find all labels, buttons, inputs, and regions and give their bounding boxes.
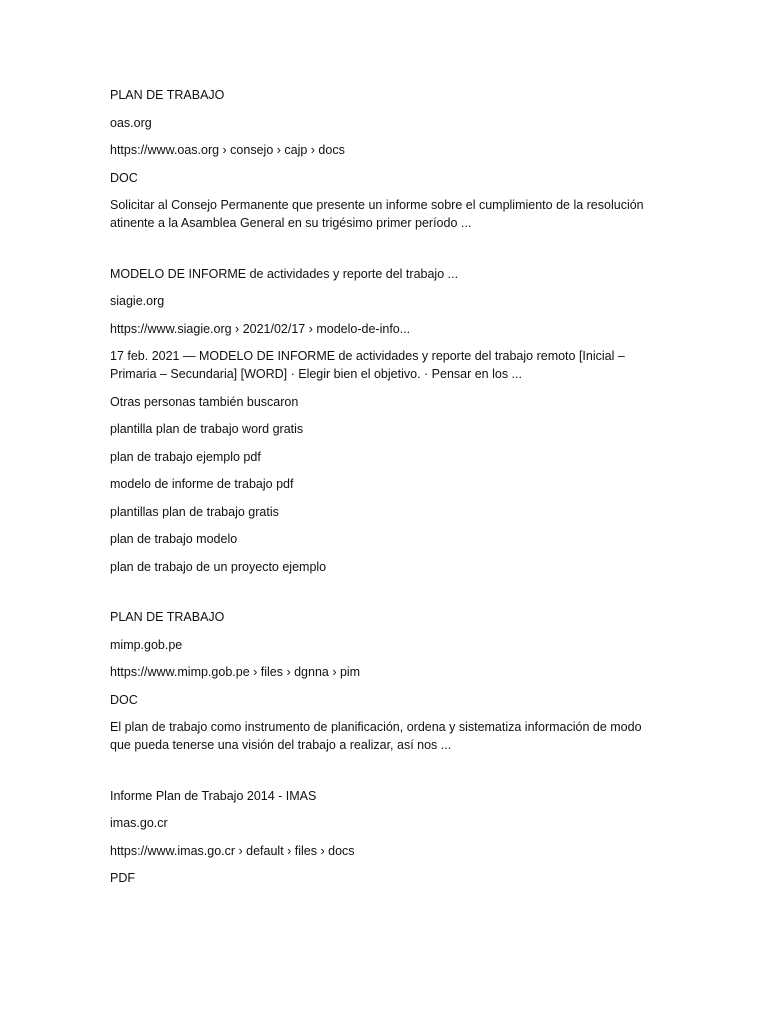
result-title[interactable]: MODELO DE INFORME de actividades y reporte del trabajo ...	[110, 266, 459, 281]
result-snippet: 17 feb. 2021 — MODELO DE INFORME de actividades y reporte del trabajo remoto [Inicial – Primaria – Secundaria] [WORD] · Elegir bien el objetivo. · Pensar en los ...	[110, 349, 625, 381]
result-type: DOC	[110, 170, 138, 185]
result-url[interactable]: https://www.mimp.gob.pe › files › dgnna › pim	[110, 665, 361, 679]
result-domain: mimp.gob.pe	[110, 637, 183, 652]
result-url[interactable]: https://www.oas.org › consejo › cajp › docs	[110, 143, 345, 157]
result-domain: oas.org	[110, 115, 152, 130]
search-result	[110, 608, 650, 754]
related-item[interactable]: plan de trabajo de un proyecto ejemplo	[110, 559, 327, 574]
result-title[interactable]: PLAN DE TRABAJO	[110, 610, 225, 624]
result-type: PDF	[110, 871, 135, 885]
related-item[interactable]: plantilla plan de trabajo word gratis	[110, 422, 304, 436]
search-result	[110, 86, 650, 232]
related-heading: Otras personas también buscaron	[110, 394, 299, 409]
result-title[interactable]: PLAN DE TRABAJO	[110, 88, 225, 102]
related-item[interactable]: plan de trabajo modelo	[110, 532, 238, 546]
result-url[interactable]: https://www.siagie.org › 2021/02/17 › modelo-de-info...	[110, 321, 411, 336]
result-title[interactable]: Informe Plan de Trabajo 2014 - IMAS	[110, 788, 317, 803]
search-result	[110, 787, 650, 888]
result-url[interactable]: https://www.imas.go.cr › default › files › docs	[110, 843, 355, 858]
result-domain: siagie.org	[110, 294, 165, 308]
spacer	[110, 585, 650, 608]
related-item[interactable]: modelo de informe de trabajo pdf	[110, 477, 294, 491]
result-domain: imas.go.cr	[110, 816, 168, 830]
spacer	[110, 242, 650, 265]
related-item[interactable]: plan de trabajo ejemplo pdf	[110, 449, 261, 464]
result-snippet: El plan de trabajo como instrumento de planificación, ordena y sistematiza información de modo que pueda tenerse una visión del trabajo a realizar, así nos ...	[110, 720, 642, 752]
search-result	[110, 265, 650, 384]
spacer	[110, 764, 650, 787]
related-searches	[110, 393, 650, 576]
result-type: DOC	[110, 692, 138, 707]
related-item[interactable]: plantillas plan de trabajo gratis	[110, 504, 279, 519]
result-snippet: Solicitar al Consejo Permanente que presente un informe sobre el cumplimiento de la resolución atinente a la Asamblea General en su trigésimo primer período ...	[110, 198, 644, 230]
document-content	[110, 86, 650, 897]
